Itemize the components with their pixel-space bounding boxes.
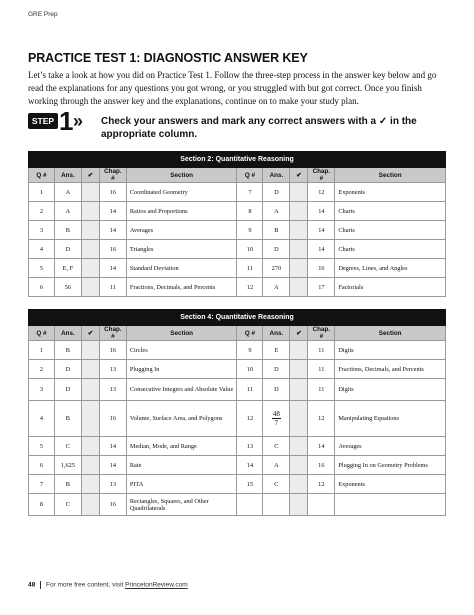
question-number: 15 (237, 475, 263, 494)
chapter-number: 14 (308, 202, 335, 221)
section-topic: Plugging In (126, 360, 237, 379)
check-box[interactable] (290, 401, 308, 437)
chapter-number: 11 (308, 379, 335, 401)
question-number: 6 (29, 278, 55, 297)
col-q: Q # (237, 326, 263, 341)
check-box[interactable] (290, 475, 308, 494)
step-instruction: Check your answers and mark any correct answers with a ✓ in the appropriate column. (101, 116, 417, 140)
section-topic: Volume, Surface Area, and Polygons (126, 401, 237, 437)
footer-text: For more free content, visit (46, 581, 126, 589)
step-badge: STEP (28, 113, 58, 129)
question-number: 12 (237, 278, 263, 297)
answer: B (54, 341, 81, 360)
chevron-right-icon: » (73, 111, 84, 131)
question-number: 10 (237, 360, 263, 379)
section-topic: Averages (126, 221, 237, 240)
question-number: 9 (237, 221, 263, 240)
check-box[interactable] (81, 456, 99, 475)
answer: A (263, 202, 290, 221)
chapter-number: 16 (308, 456, 335, 475)
answer: C (54, 437, 81, 456)
col-check-icon: ✔ (81, 326, 99, 341)
col-q: Q # (237, 168, 263, 183)
answer: 270 (263, 259, 290, 278)
chapter-number: 14 (99, 456, 126, 475)
col-check-icon: ✔ (81, 168, 99, 183)
section-topic: Rate (126, 456, 237, 475)
answer: C (263, 475, 290, 494)
section-topic: Exponents (335, 475, 446, 494)
check-box[interactable] (290, 259, 308, 278)
section-topic: Factorials (335, 278, 446, 297)
table-header-row (29, 326, 446, 341)
chapter-number: 14 (308, 240, 335, 259)
chapter-number: 11 (308, 360, 335, 379)
question-number: 4 (29, 240, 55, 259)
answer-key-table-section-2 (28, 151, 446, 297)
question-number: 11 (237, 379, 263, 401)
check-box[interactable] (290, 202, 308, 221)
question-number: 2 (29, 202, 55, 221)
table-row (29, 475, 446, 494)
question-number: 4 (29, 401, 55, 437)
col-ans: Ans. (263, 168, 290, 183)
answer: D (263, 360, 290, 379)
chapter-number: 14 (99, 437, 126, 456)
section-topic: Ratios and Proportions (126, 202, 237, 221)
section-topic: Fractions, Decimals, and Percents (126, 278, 237, 297)
check-box[interactable] (81, 437, 99, 456)
section-topic: Charts (335, 221, 446, 240)
chapter-number: 13 (99, 379, 126, 401)
answer: A (54, 183, 81, 202)
col-check-icon: ✔ (290, 168, 308, 183)
answer-key-table-section-4 (28, 309, 446, 516)
answer: C (54, 494, 81, 516)
chapter-number: 11 (308, 341, 335, 360)
check-box[interactable] (290, 183, 308, 202)
chapter-number: 16 (99, 341, 126, 360)
table-row (29, 341, 446, 360)
page-footer (28, 581, 188, 589)
chapter-number: 16 (99, 183, 126, 202)
col-check-icon: ✔ (290, 326, 308, 341)
chapter-number: 12 (308, 401, 335, 437)
question-number: 14 (237, 456, 263, 475)
col-section: Section (335, 326, 446, 341)
question-number: 11 (237, 259, 263, 278)
question-number: 12 (237, 401, 263, 437)
col-section: Section (126, 326, 237, 341)
table-row (29, 278, 446, 297)
table-row (29, 379, 446, 401)
col-chap: Chap. # (99, 168, 126, 183)
check-box[interactable] (81, 379, 99, 401)
section-topic: Coordinated Geometry (126, 183, 237, 202)
check-box[interactable] (290, 456, 308, 475)
answer: A (54, 202, 81, 221)
answer (263, 401, 290, 437)
answer: D (263, 183, 290, 202)
question-number: 10 (237, 240, 263, 259)
check-box[interactable] (290, 379, 308, 401)
answer: 1,625 (54, 456, 81, 475)
question-number: 1 (29, 341, 55, 360)
table-row (29, 494, 446, 516)
question-number: 8 (29, 494, 55, 516)
chapter-number: 16 (99, 494, 126, 516)
running-header: GRE Prep (28, 11, 58, 18)
table-row (29, 202, 446, 221)
chapter-number: 16 (308, 259, 335, 278)
chapter-number: 16 (99, 240, 126, 259)
check-box[interactable] (81, 240, 99, 259)
answer: D (54, 360, 81, 379)
chapter-number: 14 (99, 221, 126, 240)
section-topic: Triangles (126, 240, 237, 259)
chapter-number: 11 (99, 278, 126, 297)
chapter-number: 13 (99, 475, 126, 494)
section-topic: Circles (126, 341, 237, 360)
chapter-number: 14 (99, 202, 126, 221)
question-number: 9 (237, 341, 263, 360)
col-chap: Chap. # (308, 326, 335, 341)
section-topic: Charts (335, 202, 446, 221)
col-chap: Chap. # (99, 326, 126, 341)
answer: B (263, 221, 290, 240)
col-chap: Chap. # (308, 168, 335, 183)
section-topic: Plugging In on Geometry Problems (335, 456, 446, 475)
check-box[interactable] (81, 278, 99, 297)
question-number: 8 (237, 202, 263, 221)
check-box[interactable] (81, 183, 99, 202)
section-topic: Manipulating Equations (335, 401, 446, 437)
col-section: Section (126, 168, 237, 183)
col-q: Q # (29, 168, 55, 183)
section-topic: Rectangles, Squares, and Other Quadrilaterals (126, 494, 237, 516)
fraction-answer (272, 410, 281, 427)
table-row (29, 240, 446, 259)
section-topic: Fractions, Decimals, and Percents (335, 360, 446, 379)
check-box[interactable] (81, 202, 99, 221)
question-number: 6 (29, 456, 55, 475)
table-row (29, 456, 446, 475)
table-row (29, 259, 446, 278)
section-topic: PITA (126, 475, 237, 494)
check-box[interactable] (81, 494, 99, 516)
check-box[interactable] (81, 475, 99, 494)
table-row (29, 360, 446, 379)
question-number: 7 (29, 475, 55, 494)
table-row (29, 221, 446, 240)
chapter-number: 12 (308, 183, 335, 202)
chapter-number: 14 (308, 437, 335, 456)
section-topic: Degrees, Lines, and Angles (335, 259, 446, 278)
chapter-number: 16 (99, 401, 126, 437)
page-number: 48 (28, 581, 36, 589)
section-topic: Exponents (335, 183, 446, 202)
answer: D (54, 240, 81, 259)
chapter-number: 12 (308, 475, 335, 494)
check-box[interactable] (290, 341, 308, 360)
chapter-number (308, 494, 335, 516)
table-row (29, 437, 446, 456)
check-box[interactable] (290, 360, 308, 379)
answer (263, 494, 290, 516)
check-box[interactable] (290, 240, 308, 259)
check-box[interactable] (290, 437, 308, 456)
answer: E (263, 341, 290, 360)
check-box[interactable] (81, 341, 99, 360)
table-header-row (29, 168, 446, 183)
section-topic: Consecutive Integers and Absolute Value (126, 379, 237, 401)
step-number: 1 (59, 106, 74, 136)
check-box[interactable] (81, 360, 99, 379)
answer: D (54, 379, 81, 401)
question-number: 3 (29, 221, 55, 240)
answer: 56 (54, 278, 81, 297)
answer: C (263, 437, 290, 456)
question-number: 5 (29, 437, 55, 456)
check-box[interactable] (81, 221, 99, 240)
question-number (237, 494, 263, 516)
answer: E, F (54, 259, 81, 278)
table-row (29, 183, 446, 202)
question-number: 7 (237, 183, 263, 202)
question-number: 3 (29, 379, 55, 401)
section-topic: Standard Deviation (126, 259, 237, 278)
website-link[interactable]: PrincetonReview.com (125, 581, 188, 589)
chapter-number: 14 (308, 221, 335, 240)
chapter-number: 14 (99, 259, 126, 278)
page-title: PRACTICE TEST 1: DIAGNOSTIC ANSWER KEY (28, 51, 308, 65)
chapter-number: 17 (308, 278, 335, 297)
col-ans: Ans. (54, 326, 81, 341)
fraction-numerator: 48 (272, 410, 280, 418)
table-title: Section 4: Quantitative Reasoning (29, 310, 446, 326)
table-row (29, 401, 446, 437)
answer: A (263, 456, 290, 475)
answer: B (54, 401, 81, 437)
question-number: 5 (29, 259, 55, 278)
col-ans: Ans. (263, 326, 290, 341)
answer: D (263, 379, 290, 401)
footer-divider (40, 581, 41, 589)
question-number: 2 (29, 360, 55, 379)
section-topic (335, 494, 446, 516)
check-box[interactable] (290, 221, 308, 240)
fraction-denominator: 7 (274, 419, 279, 427)
answer: B (54, 475, 81, 494)
col-q: Q # (29, 326, 55, 341)
check-box[interactable] (81, 259, 99, 278)
col-section: Section (335, 168, 446, 183)
col-ans: Ans. (54, 168, 81, 183)
check-box[interactable] (290, 494, 308, 516)
check-box[interactable] (290, 278, 308, 297)
check-box[interactable] (81, 401, 99, 437)
section-topic: Digits (335, 341, 446, 360)
answer: D (263, 240, 290, 259)
chapter-number: 13 (99, 360, 126, 379)
section-topic: Charts (335, 240, 446, 259)
section-topic: Median, Mode, and Range (126, 437, 237, 456)
table-title: Section 2: Quantitative Reasoning (29, 152, 446, 168)
section-topic: Digits (335, 379, 446, 401)
question-number: 13 (237, 437, 263, 456)
section-topic: Averages (335, 437, 446, 456)
intro-paragraph: Let’s take a look at how you did on Practice Test 1. Follow the three-step process in the answer key below and go read the explanations for any questions you got wrong, or you struggled with but got correct. Once you finish working through the answer key and the explanations, continue on to make your study plan. (28, 70, 437, 106)
answer: A (263, 278, 290, 297)
answer: B (54, 221, 81, 240)
question-number: 1 (29, 183, 55, 202)
